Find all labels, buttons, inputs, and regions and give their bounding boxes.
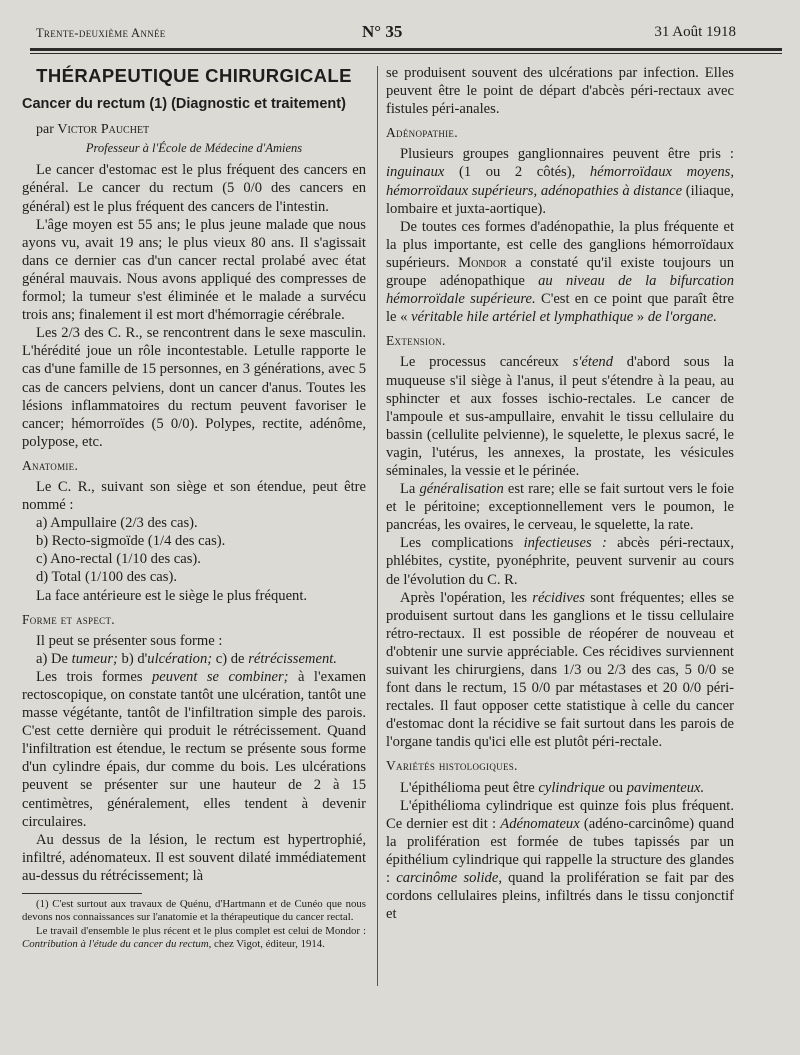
text-run: abcès péri-rectaux, phlébites, cystite, pyonéphrite, peuvent survenir au cours de l'évolution du C. R. [386,535,734,588]
text-run: L'épithélioma cylindrique est quinze fois plus fréquent. Ce dernier est dit : [386,797,734,832]
paragraph [386,480,734,534]
paragraph: Le C. R., suivant son siège et son étendue, peut être nommé : [22,478,366,514]
subheading-adenopathie: Adénopathie. [386,125,458,141]
subheading-extension: Extension. [386,333,446,349]
subheading-forme: Forme et aspect. [22,611,115,627]
footnote [22,925,366,952]
text-run: d'abord sous la muqueuse s'il siège à l'anus, il peut s'étendre à la peau, au sphincter et aux fosses ischio-rectales. Le cancer de l'ampoule et sus-ampullaire, envahit le tissu cellulaire du bassin (cellulite pelvienne), le squelette, le plexus sacré, le vagin, l'utérus, les annexes, la prostate, les vésicules séminales, la vessie et le périnée. [386,354,734,479]
subheading-anatomie: Anatomie. [22,457,79,473]
text-run-italic: Contribution à l'étude du cancer du rectum, [22,937,212,950]
text-run: (iliaque, lombaire et juxta-aortique). [386,182,734,217]
text-run-italic: hémorroïdaux moyens, hémorroïdaux supérieurs, adénopathies à distance [386,164,734,199]
header-rule-thick [30,48,782,51]
text-run: chez Vigot, éditeur, 1914. [211,937,325,950]
text-run: est rare; elle se fait surtout vers le foie et le péritoine; exceptionnellement vers le poumon, le pancréas, les ovaires, le cerveau, le squelette, la rate. [386,481,734,534]
text-run-italic: peuvent se combiner; [152,668,289,685]
text-run: Le processus cancéreux [400,354,573,371]
list-item: d) Total (1/100 des cas). [36,569,177,586]
text-run: » [633,309,648,326]
header-date: 31 Août 1918 [654,24,736,40]
paragraph [386,353,734,480]
text-run: a) De [36,650,72,667]
text-run: à l'examen rectoscopique, on constate tantôt une ulcération, tantôt une masse végétante, tantôt de l'infiltration simple des parois. C'est cette dernière qui produit le rétrécissement. Quand l'infiltration est étendue, le rectum se présente sous forme d'un cylindre épais, dur comme du bois. Les ulcérations peuvent se présenter sur une hauteur de 2 à 15 centimètres, généralement, elles tendent à devenir circulaires. [22,668,366,830]
text-run-italic: ulcération; [147,650,213,667]
paragraph: Les 2/3 des C. R., se rencontrent dans le sexe masculin. L'hérédité joue un rôle incontestable. Letulle rapporte le cas d'une famille de 15 personnes, en 3 générations, avec 5 cas de cancers pelviens, dont un cancer d'anus. Toutes les lésions inflammatoires du rectum peuvent favoriser le cancer; hémorroïdes (5 0/0). Polypes, rectite, adénôme, polypose, etc. [22,325,366,450]
right-column [386,64,734,923]
article-title: Cancer du rectum (1) (Diagnostic et traitement) [22,96,346,113]
text-run: De toutes ces formes d'adénopathie, la plus fréquente et la plus importante, est celle des ganglions hémorroïdaux supérieurs. [386,218,734,271]
text-run: b) d' [117,650,148,667]
footnote-rule [22,893,142,894]
text-run-italic: récidives [532,589,585,606]
section-title: THÉRAPEUTIQUE CHIRURGICALE [36,65,352,86]
header-year: Trente-deuxième Année [36,26,166,40]
text-run: c) de [212,650,249,667]
text-run: quand la prolifération se fait par des cordons cellulaires pleins, infiltrés dans le tissu conjonctif et [386,870,734,923]
paragraph: Le cancer d'estomac est le plus fréquent des cancers en général. Le cancer du rectum (5 0/0 des cancers en général) est le plus fréquent des cancers de l'intestin. [22,162,366,215]
author-affiliation: Professeur à l'École de Médecine d'Amiens [85,141,303,156]
text-run: L'épithélioma peut être [400,779,539,796]
paragraph [386,589,734,752]
text-run-italic: inguinaux [386,164,445,181]
text-run: Les trois formes [36,668,152,685]
paragraph [386,534,734,588]
forms-line [22,650,366,668]
list-item: c) Ano-rectal (1/10 des cas). [36,551,201,568]
byline [22,121,366,139]
text-run-italic: cylindrique [538,779,605,796]
text-run-italic: Adénomateux [500,815,580,832]
text-run-italic: de l'organe. [647,309,717,326]
header-rule-thin [30,53,782,54]
text-run: (1 ou 2 côtés), [444,164,590,181]
text-run-italic: véritable hile artériel et lymphathique [411,309,634,326]
paragraph: Au dessus de la lésion, le rectum est hypertrophié, infiltré, adénomateux. Il est souvent dilaté immédiatement au-dessus du rétrécissement; là [22,831,366,884]
text-run: Les complications [400,535,524,552]
text-run-italic: carcinôme solide, [396,870,502,887]
paragraph [386,797,734,924]
paragraph [386,779,734,797]
list-item: b) Recto-sigmoïde (1/4 des cas). [36,533,226,550]
text-run-italic: s'étend [572,354,614,371]
list-item: a) Ampullaire (2/3 des cas). [36,515,198,532]
text-run-italic: au niveau de la bifurcation hémorroïdale supérieure. [386,273,735,308]
left-column [22,64,366,951]
footnote: (1) C'est surtout aux travaux de Quénu, d'Hartmann et de Cunéo que nous devons nos connaissances sur l'anatomie et la thérapeutique du cancer rectal. [22,898,366,924]
text-run: Le travail d'ensemble le plus récent et le plus complet est celui de Mondor : [36,924,366,937]
location-list [22,514,366,586]
column-divider [377,66,378,986]
paragraph: La face antérieure est le siège le plus fréquent. [36,587,308,604]
paragraph: Il peut se présenter sous forme : [36,632,223,649]
text-run-italic: pavimenteux. [626,779,705,796]
paragraph [22,668,366,831]
text-run: C'est en ce point que paraît être le « [386,291,734,326]
author-name: Victor Pauchet [57,122,150,138]
text-run: a constaté qu'il existe toujours un groupe adénopathique [386,254,734,290]
paragraph: se produisent souvent des ulcérations par infection. Elles peuvent être le point de départ d'abcès péri-rectaux avec fistules péri-anales. [386,65,734,118]
author-mention: Mondor [458,254,507,271]
text-run-italic: généralisation [419,481,504,498]
page-header [36,22,736,46]
byline-par: par [36,122,54,138]
text-run: Plusieurs groupes ganglionnaires peuvent être pris : [400,146,734,163]
text-run: Après l'opération, les [400,589,533,606]
subheading-varietes: Variétés histologiques. [386,758,518,774]
text-run: sont fréquentes; elles se produisent surtout dans les ganglions et le tissu cellulaire rétro-rectaux. Il est possible de réopérer de nouveau et d'obtenir une survie appréciable. Ces récidives surviennent suivant les chirurgiens, dans 1/3 ou 2/3 des cas, 5 0/0 se font dans le rectum, 15 0/0 par métastases et 20 0/0 péri-rectales. Il faut opposer cette statistique à celle du cancer d'estomac dont la récidive se fait surtout dans les parois de l'organe tandis qu'ici elle est plutôt péri-rectale. [386,589,735,751]
text-run-italic: tumeur; [71,650,118,667]
text-run: ou [604,779,627,796]
text-run-italic: rétrécissement. [248,650,337,667]
text-run-italic: infectieuses : [523,535,607,552]
text-run: La [400,481,420,498]
issue-number: N° 35 [362,22,403,41]
paragraph [386,145,734,217]
text-run: (adéno-carcinôme) quand la prolifération est formée de tubes tapissés par un épithélium cylindrique qui rappelle la structure des glandes : [386,815,735,887]
paragraph [386,218,734,327]
paragraph: L'âge moyen est 55 ans; le plus jeune malade que nous ayons vu, avait 19 ans; le plus vieux 80 ans. Il s'agissait dans ce dernier cas d'un cancer rectal prolabé avec état général mauvais. Nous avons appliqué des compresses de formol; la tumeur s'est éliminée et le malade a survécu trois ans; finalement il est mort d'hémorragie cérébrale. [22,216,366,324]
